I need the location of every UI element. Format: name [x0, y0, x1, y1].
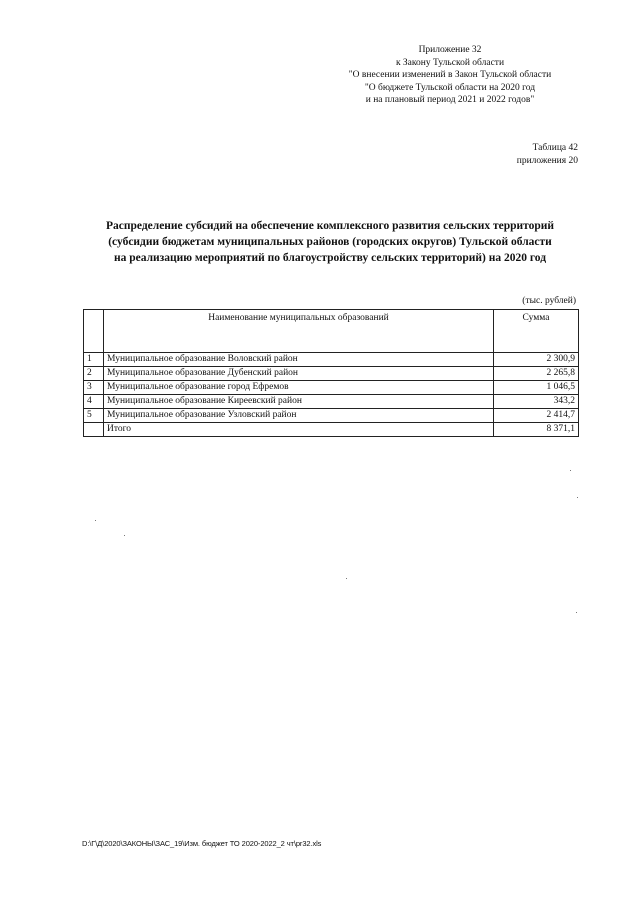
scan-speck	[577, 497, 578, 498]
table-row	[84, 353, 579, 367]
appendix-line: "О внесении изменений в Закон Тульской области	[348, 70, 552, 80]
appendix-line: к Закону Тульской области	[395, 57, 505, 68]
title-line: на реализацию мероприятий по благоустройству сельских территорий) на 2020 год	[113, 252, 547, 264]
table-row	[84, 409, 579, 423]
scan-speck	[124, 535, 125, 536]
table-header-row	[84, 310, 579, 353]
appendix-line: "О бюджете Тульской области на 2020 год	[364, 82, 536, 93]
distribution-table	[83, 309, 579, 437]
row-number: 5	[84, 409, 104, 423]
row-sum: 2 300,9	[494, 353, 579, 367]
row-name: Муниципальное образование Дубенский район	[104, 367, 494, 381]
row-sum: 2 414,7	[494, 409, 579, 423]
total-sum: 8 371,1	[494, 423, 579, 437]
row-number: 3	[84, 381, 104, 395]
document-title	[70, 218, 590, 266]
table-row	[84, 395, 579, 409]
header-number-cell	[84, 310, 104, 353]
header-name-cell: Наименование муниципальных образований	[104, 310, 494, 353]
row-number: 2	[84, 367, 104, 381]
appendix-line: и на плановый период 2021 и 2022 годов"	[365, 95, 535, 105]
row-sum: 1 046,5	[494, 381, 579, 395]
file-path-footer: D:\Г\Д\2020\ЗАКОНЫ\ЗАС_19\Изм. бюджет ТО 2020-2022_2 чт\pr32.xls	[82, 839, 322, 848]
table-number: Таблица 42	[532, 143, 578, 153]
row-sum: 2 265,8	[494, 367, 579, 381]
row-name: Муниципальное образование Узловский район	[104, 409, 494, 423]
table-reference	[458, 142, 578, 168]
scan-speck	[576, 612, 577, 613]
row-name: Муниципальное образование Воловский район	[104, 353, 494, 367]
appendix-reference: приложения 20	[516, 156, 578, 166]
table-total-row	[84, 423, 579, 437]
row-name: Муниципальное образование Киреевский район	[104, 395, 494, 409]
header-sum-cell: Сумма	[494, 310, 579, 353]
row-number: 1	[84, 353, 104, 367]
units-label: (тыс. рублей)	[522, 296, 576, 306]
appendix-line: Приложение 32	[418, 45, 482, 55]
scan-speck	[570, 470, 571, 471]
appendix-block	[320, 44, 580, 107]
row-name: Муниципальное образование город Ефремов	[104, 381, 494, 395]
table-row	[84, 381, 579, 395]
total-number-cell	[84, 423, 104, 437]
title-line: (субсидии бюджетам муниципальных районов (городских округов) Тульской области	[108, 236, 552, 248]
title-line: Распределение субсидий на обеспечение комплексного развития сельских территорий	[105, 220, 555, 232]
total-label: Итого	[104, 423, 494, 437]
scan-speck	[346, 578, 347, 579]
row-sum: 343,2	[494, 395, 579, 409]
scan-speck	[95, 520, 96, 521]
table-row	[84, 367, 579, 381]
row-number: 4	[84, 395, 104, 409]
